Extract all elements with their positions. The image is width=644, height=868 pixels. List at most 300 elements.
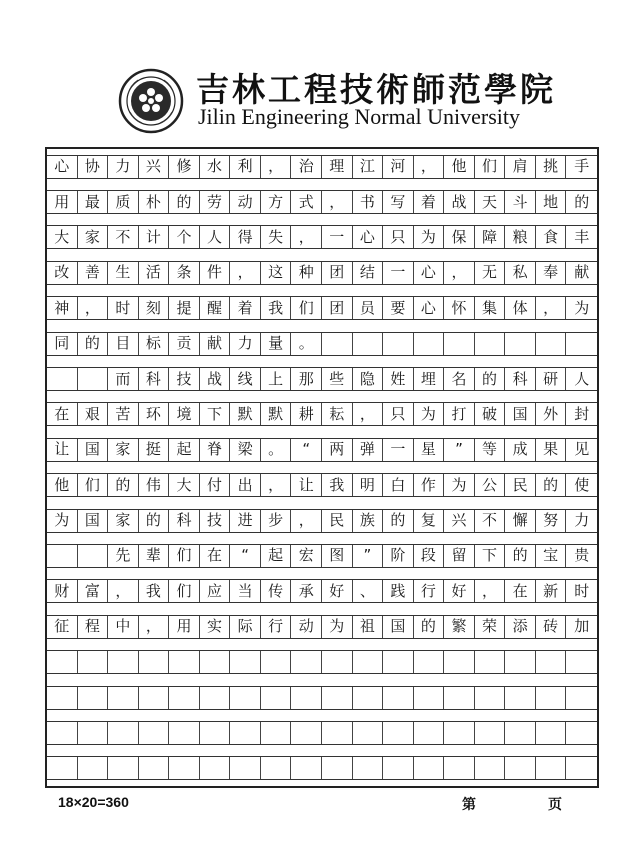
grid-cell: 使 (574, 475, 590, 494)
grid-cell: 他 (444, 156, 475, 178)
grid-cell: 着 (414, 191, 445, 213)
grid-cell: 神 (47, 297, 78, 319)
grid-cell: 改 (47, 262, 78, 284)
grid-cell: 。 (291, 333, 322, 355)
grid-cell (383, 687, 414, 709)
grid-cell (322, 333, 353, 355)
grid-cell: 当 (230, 580, 261, 602)
page-suffix: 页 (548, 797, 562, 813)
grid-cell (291, 757, 322, 779)
grid-cell (47, 545, 78, 567)
grid-cell (566, 333, 597, 355)
grid-cell: 在 (505, 580, 536, 602)
grid-cell: ， (261, 474, 292, 496)
grid-cell (230, 687, 261, 709)
page-header (118, 60, 556, 140)
grid-row (47, 509, 597, 533)
grid-cell (47, 757, 78, 779)
grid-cell: 利 (230, 156, 261, 178)
grid-cell: “ (230, 545, 261, 567)
grid-cell: 白 (383, 474, 414, 496)
grid-row (47, 296, 597, 320)
grid-cell: 生 (108, 262, 139, 284)
grid-cell: 们 (291, 297, 322, 319)
grid-cell: 砖 (536, 616, 567, 638)
grid-cell: 河 (383, 156, 414, 178)
grid-cell (383, 333, 414, 355)
grid-row (47, 402, 597, 426)
grid-cell: 贵 (574, 546, 590, 565)
grid-cell (139, 722, 170, 744)
grid-cell: 而 (108, 368, 139, 390)
grid-cell: 贡 (169, 333, 200, 355)
grid-cell (414, 651, 445, 673)
grid-cell: 留 (444, 545, 475, 567)
grid-row (47, 544, 597, 568)
grid-cell: 丰 (574, 227, 590, 246)
grid-cell: ， (322, 191, 353, 213)
grid-row (47, 225, 597, 249)
grid-cell: 动 (230, 191, 261, 213)
grid-cell: 一 (383, 262, 414, 284)
grid-cell: 用 (169, 616, 200, 638)
grid-cell: 只 (383, 403, 414, 425)
grid-cell: 为 (322, 616, 353, 638)
grid-cell: 的 (78, 333, 109, 355)
grid-cell: 们 (169, 545, 200, 567)
grid-cell: 无 (475, 262, 506, 284)
grid-cell: 打 (444, 403, 475, 425)
grid-cell: 姓 (383, 368, 414, 390)
grid-cell: 的 (505, 545, 536, 567)
grid-cell: 计 (139, 226, 170, 248)
grid-cell (108, 651, 139, 673)
grid-cell: 为 (414, 403, 445, 425)
grid-cell: 耕 (291, 403, 322, 425)
grid-cell (322, 687, 353, 709)
grid-cell: 苦 (108, 403, 139, 425)
grid-cell: 同 (47, 333, 78, 355)
grid-cell: 隐 (353, 368, 384, 390)
page-label: 第 (462, 797, 476, 813)
grid-cell (230, 651, 261, 673)
grid-cell (505, 757, 536, 779)
grid-cell: 宝 (536, 545, 567, 567)
grid-cell: ， (444, 262, 475, 284)
grid-cell: 着 (230, 297, 261, 319)
grid-cell (78, 368, 109, 390)
grid-cell: 艰 (78, 403, 109, 425)
grid-cell: 两 (322, 439, 353, 461)
grid-cell (353, 333, 384, 355)
grid-cell (108, 687, 139, 709)
grid-cell: 我 (261, 297, 292, 319)
grid-cell (444, 333, 475, 355)
grid-row (47, 615, 597, 639)
grid-cell: 心 (353, 226, 384, 248)
grid-cell: 水 (200, 156, 231, 178)
grid-cell (78, 687, 109, 709)
grid-cell: 们 (169, 580, 200, 602)
grid-cell: 埋 (414, 368, 445, 390)
grid-cell: 。 (261, 439, 292, 461)
grid-cell: 体 (505, 297, 536, 319)
grid-cell: 用 (47, 191, 78, 213)
grid-cell: 式 (291, 191, 322, 213)
grid-cell: 心 (414, 262, 445, 284)
grid-cell: 天 (475, 191, 506, 213)
grid-cell: 保 (444, 226, 475, 248)
grid-cell (505, 651, 536, 673)
grid-cell (261, 651, 292, 673)
grid-cell: 行 (261, 616, 292, 638)
grid-cell: 奉 (536, 262, 567, 284)
grid-cell (322, 757, 353, 779)
grid-cell: 醒 (200, 297, 231, 319)
grid-cell: ， (291, 226, 322, 248)
grid-cell: 力 (574, 511, 590, 530)
grid-cell: 外 (536, 403, 567, 425)
grid-cell (414, 333, 445, 355)
grid-cell: 默 (230, 403, 261, 425)
grid-cell (536, 757, 567, 779)
grid-cell (475, 333, 506, 355)
grid-cell: 先 (108, 545, 139, 567)
grid-cell: 条 (169, 262, 200, 284)
grid-cell: 书 (353, 191, 384, 213)
grid-cell: 为 (47, 510, 78, 532)
grid-cell: 国 (78, 510, 109, 532)
grid-cell: 这 (261, 262, 292, 284)
grid-cell: 复 (414, 510, 445, 532)
grid-cell: 传 (261, 580, 292, 602)
grid-cell: 起 (169, 439, 200, 461)
grid-cell: 最 (78, 191, 109, 213)
grid-cell: 斗 (505, 191, 536, 213)
grid-cell: 下 (475, 545, 506, 567)
grid-cell: 进 (230, 510, 261, 532)
grid-cell (322, 722, 353, 744)
grid-cell (47, 651, 78, 673)
grid-cell (322, 651, 353, 673)
grid-cell: 时 (108, 297, 139, 319)
grid-cell (291, 722, 322, 744)
grid-cell: 战 (200, 368, 231, 390)
grid-cell (505, 333, 536, 355)
grid-cell: 质 (108, 191, 139, 213)
grid-cell (383, 757, 414, 779)
grid-cell: 集 (475, 297, 506, 319)
grid-row (47, 261, 597, 285)
grid-cell (108, 757, 139, 779)
grid-cell: 那 (291, 368, 322, 390)
grid-cell (261, 757, 292, 779)
grid-cell: 国 (383, 616, 414, 638)
grid-cell: 力 (108, 156, 139, 178)
grid-cell: 际 (230, 616, 261, 638)
grid-cell: 图 (322, 545, 353, 567)
grid-cell (169, 722, 200, 744)
grid-cell: 的 (108, 474, 139, 496)
grid-cell: 付 (200, 474, 231, 496)
grid-cell: 出 (230, 474, 261, 496)
grid-cell (139, 757, 170, 779)
grid-cell: 等 (475, 439, 506, 461)
grid-cell: 心 (47, 156, 78, 178)
grid-cell (353, 651, 384, 673)
grid-cell (444, 651, 475, 673)
grid-cell: 辈 (139, 545, 170, 567)
grid-cell: 封 (574, 404, 590, 423)
grid-cell: 研 (536, 368, 567, 390)
grid-cell (169, 757, 200, 779)
grid-cell: 境 (169, 403, 200, 425)
grid-cell (475, 757, 506, 779)
grid-cell: 刻 (139, 297, 170, 319)
grid-cell: 理 (322, 156, 353, 178)
grid-cell: 一 (383, 439, 414, 461)
grid-cell: 种 (291, 262, 322, 284)
grid-cell: 步 (261, 510, 292, 532)
grid-cell: 障 (475, 226, 506, 248)
grid-cell: 梁 (230, 439, 261, 461)
grid-cell: 时 (574, 581, 590, 600)
grid-cell: 、 (353, 580, 384, 602)
grid-cell: 成 (505, 439, 536, 461)
grid-cell: 人 (200, 226, 231, 248)
grid-cell (566, 757, 597, 779)
grid-cell (414, 722, 445, 744)
grid-row (47, 367, 597, 391)
grid-cell (475, 651, 506, 673)
grid-cell: 果 (536, 439, 567, 461)
grid-cell: ， (353, 403, 384, 425)
grid-cell: 加 (574, 617, 590, 636)
grid-cell: 民 (505, 474, 536, 496)
grid-cell (200, 757, 231, 779)
grid-cell (261, 687, 292, 709)
grid-row (47, 438, 597, 462)
university-seal-icon (118, 68, 184, 134)
grid-cell: 脊 (200, 439, 231, 461)
grid-cell (353, 687, 384, 709)
grid-cell: 添 (505, 616, 536, 638)
grid-cell: 不 (475, 510, 506, 532)
grid-cell (414, 757, 445, 779)
grid-cell (505, 687, 536, 709)
grid-cell (536, 722, 567, 744)
grid-cell: ” (353, 545, 384, 567)
grid-cell: 食 (536, 226, 567, 248)
grid-cell: 见 (574, 440, 590, 459)
grid-cell: ， (291, 510, 322, 532)
grid-row (47, 473, 597, 497)
grid-cell: 在 (200, 545, 231, 567)
grid-cell (230, 722, 261, 744)
grid-cell (414, 687, 445, 709)
grid-cell (78, 545, 109, 567)
grid-cell: 献 (574, 263, 590, 282)
grid-cell (47, 722, 78, 744)
grid-cell: 我 (322, 474, 353, 496)
university-name-chinese: 吉林工程技術師范學院 (196, 70, 556, 109)
grid-cell: 的 (574, 192, 590, 211)
grid-cell: 新 (536, 580, 567, 602)
grid-row (47, 686, 597, 710)
grid-cell: 践 (383, 580, 414, 602)
university-name-english: Jilin Engineering Normal University (198, 104, 520, 129)
grid-cell: 弹 (353, 439, 384, 461)
grid-cell: 默 (261, 403, 292, 425)
grid-cell: 私 (505, 262, 536, 284)
grid-cell: 的 (139, 510, 170, 532)
grid-cell: 富 (78, 580, 109, 602)
grid-cell: 的 (536, 474, 567, 496)
grid-cell: 怀 (444, 297, 475, 319)
grid-cell: 要 (383, 297, 414, 319)
grid-cell: ， (78, 297, 109, 319)
grid-cell: 阶 (383, 545, 414, 567)
grid-cell: 国 (505, 403, 536, 425)
grid-cell: 件 (200, 262, 231, 284)
grid-cell: 好 (322, 580, 353, 602)
grid-row (47, 579, 597, 603)
writing-grid (45, 147, 599, 788)
grid-cell: 民 (322, 510, 353, 532)
grid-cell (291, 687, 322, 709)
grid-cell: 宏 (291, 545, 322, 567)
grid-count-label: 18×20=360 (58, 794, 129, 810)
grid-cell: 粮 (505, 226, 536, 248)
grid-cell: 方 (261, 191, 292, 213)
grid-cell (261, 722, 292, 744)
grid-cell (139, 651, 170, 673)
grid-cell: 修 (169, 156, 200, 178)
grid-cell: 为 (444, 474, 475, 496)
grid-cell (383, 722, 414, 744)
grid-cell (536, 687, 567, 709)
grid-row (47, 332, 597, 356)
grid-cell: 起 (261, 545, 292, 567)
grid-cell: 上 (261, 368, 292, 390)
grid-cell (78, 722, 109, 744)
grid-cell: “ (291, 439, 322, 461)
grid-cell (139, 687, 170, 709)
grid-cell: 家 (78, 226, 109, 248)
grid-cell: 标 (139, 333, 170, 355)
grid-cell: 员 (353, 297, 384, 319)
grid-cell: 让 (291, 474, 322, 496)
grid-cell: 结 (353, 262, 384, 284)
grid-cell: 些 (322, 368, 353, 390)
grid-cell: 祖 (353, 616, 384, 638)
grid-cell: 手 (574, 157, 590, 176)
grid-cell: 在 (47, 403, 78, 425)
grid-cell: 技 (200, 510, 231, 532)
grid-cell: 得 (230, 226, 261, 248)
grid-cell: 为 (574, 298, 590, 317)
grid-cell (536, 651, 567, 673)
grid-cell: 力 (230, 333, 261, 355)
grid-cell: 国 (78, 439, 109, 461)
grid-cell: 战 (444, 191, 475, 213)
grid-cell: 星 (414, 439, 445, 461)
grid-cell: 肩 (505, 156, 536, 178)
grid-cell: ， (536, 297, 567, 319)
grid-cell: 心 (414, 297, 445, 319)
grid-cell: 线 (230, 368, 261, 390)
grid-cell: 努 (536, 510, 567, 532)
grid-cell: 作 (414, 474, 445, 496)
grid-cell: 科 (139, 368, 170, 390)
grid-cell: 们 (475, 156, 506, 178)
grid-cell: 江 (353, 156, 384, 178)
grid-cell: 大 (169, 474, 200, 496)
grid-cell (78, 757, 109, 779)
grid-cell: 繁 (444, 616, 475, 638)
grid-cell: 名 (444, 368, 475, 390)
grid-cell (200, 687, 231, 709)
grid-cell: 应 (200, 580, 231, 602)
grid-cell: 只 (383, 226, 414, 248)
grid-cell: 的 (383, 510, 414, 532)
grid-cell: 团 (322, 297, 353, 319)
grid-cell: 协 (78, 156, 109, 178)
grid-cell: 家 (108, 439, 139, 461)
grid-cell: 活 (139, 262, 170, 284)
grid-cell: 动 (291, 616, 322, 638)
grid-cell: 科 (505, 368, 536, 390)
grid-cell: 个 (169, 226, 200, 248)
grid-cell: 环 (139, 403, 170, 425)
grid-cell: ， (414, 156, 445, 178)
grid-cell: 我 (139, 580, 170, 602)
grid-cell (444, 722, 475, 744)
grid-cell (566, 722, 597, 744)
grid-cell: 人 (574, 369, 590, 388)
grid-cell: 献 (200, 333, 231, 355)
grid-cell: 下 (200, 403, 231, 425)
grid-cell (505, 722, 536, 744)
grid-cell (47, 368, 78, 390)
grid-cell: 明 (353, 474, 384, 496)
grid-cell: 程 (78, 616, 109, 638)
grid-cell: 公 (475, 474, 506, 496)
grid-cell: 劳 (200, 191, 231, 213)
grid-cell: 荣 (475, 616, 506, 638)
grid-cell (475, 722, 506, 744)
page-number-label (462, 794, 562, 814)
grid-cell: ， (475, 580, 506, 602)
grid-cell: 大 (47, 226, 78, 248)
grid-cell (353, 757, 384, 779)
grid-cell: 们 (78, 474, 109, 496)
grid-cell: 提 (169, 297, 200, 319)
grid-cell: 挺 (139, 439, 170, 461)
grid-cell: ” (444, 439, 475, 461)
grid-cell (291, 651, 322, 673)
grid-cell: ， (108, 580, 139, 602)
grid-cell: 他 (47, 474, 78, 496)
grid-cell: 团 (322, 262, 353, 284)
grid-cell: 族 (353, 510, 384, 532)
grid-cell: 承 (291, 580, 322, 602)
grid-row (47, 155, 597, 179)
grid-cell: 技 (169, 368, 200, 390)
grid-cell: 善 (78, 262, 109, 284)
grid-cell: 挑 (536, 156, 567, 178)
grid-cell (169, 651, 200, 673)
